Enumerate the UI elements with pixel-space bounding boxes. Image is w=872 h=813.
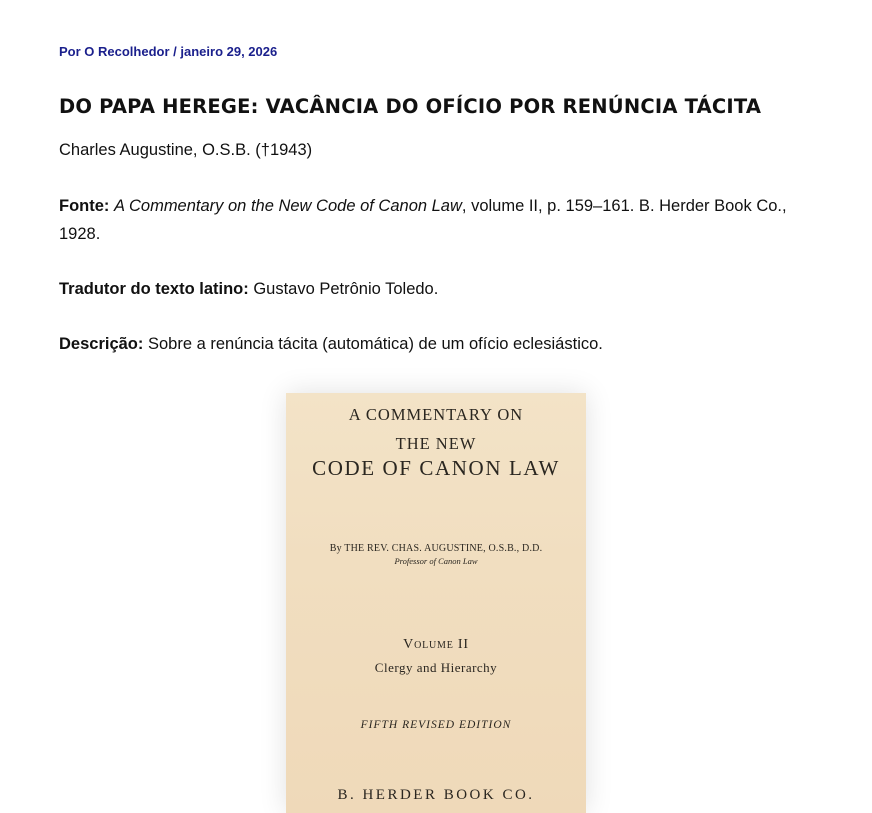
- author-link[interactable]: O Recolhedor: [84, 44, 170, 59]
- author-byline: Charles Augustine, O.S.B. (†1943): [59, 141, 313, 159]
- post-date-link[interactable]: janeiro 29, 2026: [180, 44, 278, 59]
- cover-line-2: THE NEW: [395, 434, 477, 453]
- source-details: , volume II, p. 159–161. B. Herder Book Co., 1928.: [59, 197, 787, 243]
- page-title: DO PAPA HEREGE: VACÂNCIA DO OFÍCIO POR RENÚNCIA TÁCITA: [59, 95, 762, 118]
- cover-volume: Volume II: [403, 637, 469, 652]
- source-work-title: A Commentary on the New Code of Canon Law: [114, 197, 462, 215]
- cover-line-1: A COMMENTARY ON: [348, 405, 524, 424]
- translator-name: Gustavo Petrônio Toledo.: [248, 280, 439, 298]
- cover-title: CODE OF CANON LAW: [312, 456, 560, 480]
- description-label: Descrição:: [59, 335, 144, 353]
- cover-publisher: B. HERDER BOOK CO.: [337, 787, 535, 803]
- cover-author-role: Professor of Canon Law: [394, 556, 478, 566]
- translator-paragraph: [59, 275, 438, 303]
- description-text: Sobre a renúncia tácita (automática) de um ofício eclesiástico.: [143, 335, 603, 353]
- source-paragraph: [59, 192, 819, 248]
- source-label: Fonte:: [59, 197, 110, 215]
- description-paragraph: [59, 330, 603, 358]
- meta-separator: /: [169, 44, 181, 59]
- cover-edition: FIFTH REVISED EDITION: [360, 719, 512, 731]
- book-cover-image: [286, 393, 586, 813]
- post-meta: [59, 44, 277, 59]
- cover-subtitle: Clergy and Hierarchy: [374, 660, 498, 675]
- meta-by-prefix: Por: [59, 44, 85, 59]
- cover-author: By THE REV. CHAS. AUGUSTINE, O.S.B., D.D.: [329, 543, 543, 554]
- translator-label: Tradutor do texto latino:: [59, 280, 249, 298]
